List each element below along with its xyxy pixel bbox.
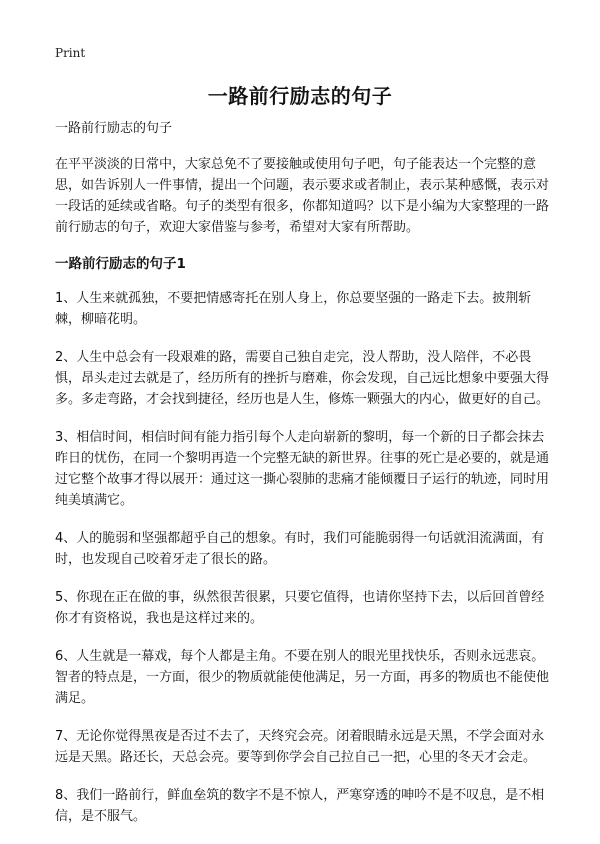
print-link[interactable]: Print — [55, 46, 86, 60]
quote-item-7: 7、无论你觉得黑夜是否过不去了，天终究会亮。闭着眼睛永远是天黑，不学会面对永远是天黑。路还长，天总会亮。要等到你学会自己拉自己一把，心里的冬天才会走。 — [55, 729, 545, 765]
quote-item-5: 5、你现在正在做的事，纵然很苦很累，只要它值得，也请你坚持下去，以后回首曾经你才有资格说，我也是这样过来的。 — [55, 590, 545, 626]
quote-item-2: 2、人生中总会有一段艰难的路，需要自己独自走完，没人帮助，没人陪伴，不必畏惧，昂头走过去就是了，经历所有的挫折与磨难，你会发现，自己远比想象中要强大得多。多走弯路，才会找到捷径，经历也是人生，修炼一颗强大的内心，做更好的自己。 — [55, 350, 550, 407]
quote-list — [55, 288, 555, 827]
quote-item-6: 6、人生就是一幕戏，每个人都是主角。不要在别人的眼光里找快乐，否则永远悲哀。智者的特点是，一方面，很少的物质就能使他满足，另一方面，再多的物质也不能使他满足。 — [55, 649, 550, 706]
quote-item-8: 8、我们一路前行，鲜血垒筑的数字不是不惊人，严寒穿透的呻吟不是不叹息，是不相信，是不服气。 — [55, 788, 545, 824]
page-title: 一路前行励志的句子 — [207, 84, 393, 108]
document-body — [55, 121, 555, 844]
section-heading: 一路前行励志的句子1 — [55, 256, 186, 272]
quote-item-3: 3、相信时间，相信时间有能力指引每个人走向崭新的黎明，每一个新的日子都会抹去昨日的忧伤，在同一个黎明再造一个完整无缺的新世界。往事的死亡是必要的，就是通过它整个故事才得以展开：通过这一撕心裂肺的悲痛才能倾覆日子运行的轨迹，同时用纯美填满它。 — [55, 430, 550, 508]
intro-paragraph: 在平平淡淡的日常中，大家总免不了要接触或使用句子吧，句子能表达一个完整的意思，如告诉别人一件事情，提出一个问题，表示要求或者制止，表示某种感慨，表示对一段话的延续或省略。句子的类型有很多，你都知道吗？以下是小编为大家整理的一路前行励志的句子，欢迎大家借鉴与参考，希望对大家有所帮助。 — [55, 157, 550, 235]
quote-item-4: 4、人的脆弱和坚强都超乎自己的想象。有时，我们可能脆弱得一句话就泪流满面，有时，也发现自己咬着牙走了很长的路。 — [55, 531, 545, 567]
quote-item-1: 1、人生来就孤独，不要把情感寄托在别人身上，你总要坚强的一路走下去。披荆斩棘，柳暗花明。 — [55, 291, 532, 327]
document-subtitle: 一路前行励志的句子 — [55, 121, 173, 136]
